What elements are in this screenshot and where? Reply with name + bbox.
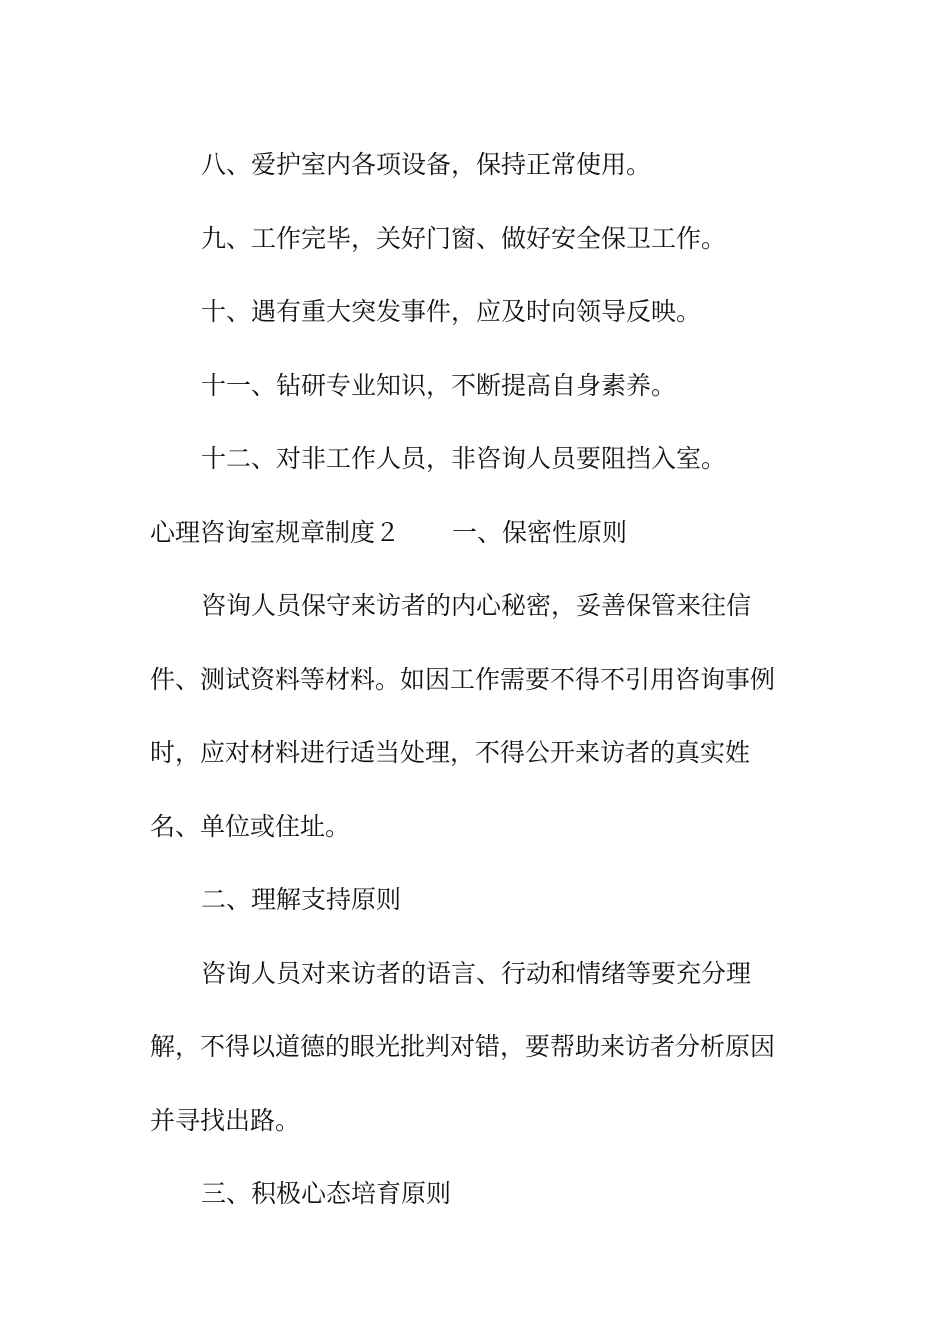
confidentiality-paragraph: 咨询人员保守来访者的内心秘密，妥善保管来往信件、测试资料等材料。如因工作需要不得不引用咨询事例时，应对材料进行适当处理，不得公开来访者的真实姓名、单位或住址。 [150,591,776,841]
rule-item-11: 十一、钻研专业知识，不断提高自身素养。 [201,370,677,400]
positive-heading: 三、积极心态培育原则 [201,1179,452,1208]
rule-item-10: 十、遇有重大突发事件，应及时向领导反映。 [201,297,702,326]
rule-item-8: 八、爱护室内各项设备，保持正常使用。 [201,150,652,179]
document-body [150,128,795,1231]
rule-item-9: 九、工作完毕，关好门窗、做好安全保卫工作。 [201,223,727,253]
understanding-paragraph: 咨询人员对来访者的语言、行动和情绪等要充分理解，不得以道德的眼光批判对错，要帮助来访者分析原因并寻找出路。 [150,958,776,1135]
rule-item-12: 十二、对非工作人员，非咨询人员要阻挡入室。 [201,444,727,473]
section-title: 心理咨询室规章制度２ [150,517,401,547]
section-heading-row [150,496,795,570]
understanding-heading: 二、理解支持原则 [201,885,402,914]
confidentiality-heading: 一、保密性原则 [452,517,628,547]
